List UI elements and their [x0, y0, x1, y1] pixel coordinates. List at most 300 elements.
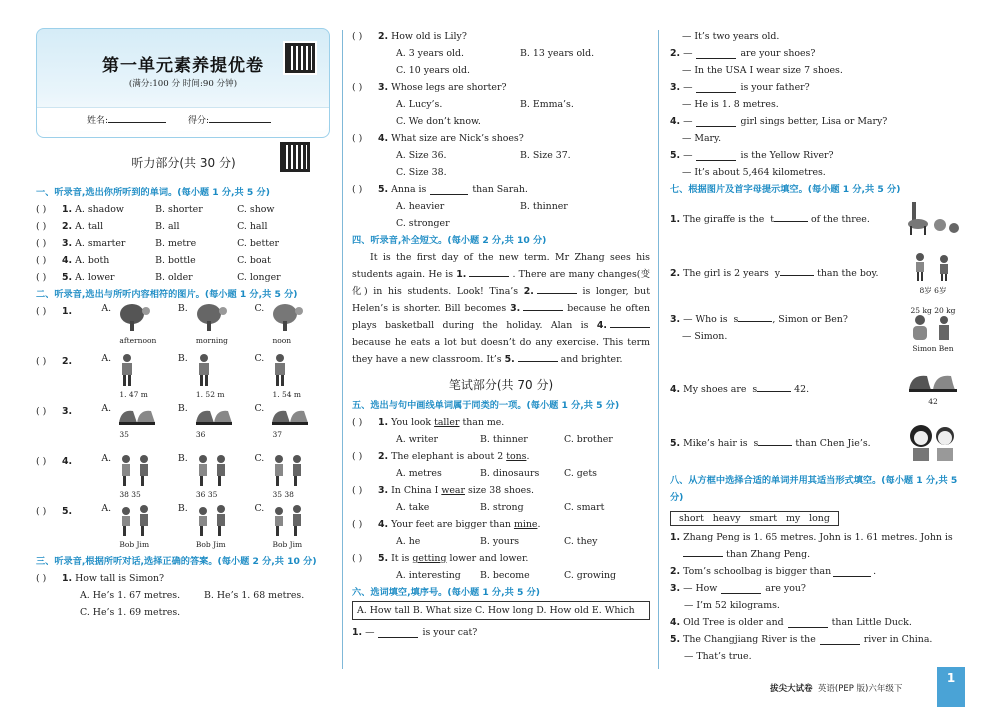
answer-blank[interactable] [780, 266, 814, 276]
answer-line: — Simon. [682, 331, 728, 342]
answer-line: — It’s about 5,464 kilometres. [682, 167, 826, 178]
answer-blank[interactable] [788, 618, 828, 628]
dialog-dash: — [683, 116, 693, 127]
answer-blank[interactable] [696, 117, 736, 127]
people-icon [270, 503, 306, 540]
option-a[interactable]: A. metres [396, 468, 442, 479]
question-row [36, 252, 331, 269]
picture-caption: 36 [195, 430, 206, 439]
tree-icon [117, 303, 151, 336]
question-number: 1. [62, 573, 73, 584]
answer-paren[interactable]: ( ) [36, 221, 47, 232]
question-label [36, 403, 101, 420]
answer-blank[interactable] [683, 547, 723, 557]
sentence-part: than me. [459, 417, 505, 428]
question-text: My shoes are s [683, 384, 758, 395]
passage-text: It is the first day of the new term. Mr Zhang sees his students again. He is [352, 252, 650, 280]
person-icon [270, 353, 290, 390]
option-letter: A. [101, 403, 112, 414]
question-row [352, 414, 650, 431]
question-text: than Sarah. [472, 184, 528, 195]
picture-option[interactable] [101, 303, 178, 345]
answer-line: — Mary. [682, 133, 722, 144]
question-number: 3. [62, 238, 73, 249]
option-b[interactable]: B. yours [480, 536, 520, 547]
answer-paren[interactable]: ( ) [352, 451, 363, 462]
question-number: 3. [378, 82, 389, 93]
answer-blank[interactable] [738, 312, 772, 322]
question-number: 5. [670, 150, 681, 161]
question-row [670, 631, 965, 648]
tree-icon [270, 303, 304, 336]
option-a[interactable]: A. take [396, 502, 430, 513]
question-number: 4. [62, 456, 73, 467]
option-c[interactable]: C. hall [237, 221, 268, 232]
question-row [670, 28, 965, 45]
answer-blank[interactable] [721, 584, 761, 594]
picture-caption: 1. 47 m [119, 390, 148, 399]
question-text: The Changjiang River is the [683, 634, 816, 645]
answer-paren[interactable]: ( ) [36, 356, 47, 367]
column-right [670, 28, 965, 665]
question-row [670, 62, 965, 79]
picture-caption: noon [272, 336, 292, 345]
question-row [670, 252, 965, 306]
question-text: of the three. [808, 214, 870, 225]
question-number: 5. [62, 272, 73, 283]
section-8-title: 八、从方框中选择合适的单词并用其适当形式填空。(每小题 1 分,共 5 分) [670, 475, 958, 503]
option-a[interactable]: A. Size 36. [396, 150, 447, 161]
option-row [352, 215, 650, 232]
picture-option[interactable] [101, 353, 178, 399]
option-c[interactable]: C. gets [564, 468, 597, 479]
picture-option[interactable] [178, 353, 255, 399]
word-box: short heavy smart my long [670, 511, 839, 526]
picture [901, 306, 965, 353]
option-row [352, 113, 650, 130]
question-text: , Simon or Ben? [772, 314, 848, 325]
option-letter: B. [177, 453, 188, 464]
option-letter: B. [177, 403, 188, 414]
question-number: 1. [378, 417, 389, 428]
passage [352, 249, 650, 368]
question-number: 4. [378, 133, 389, 144]
question-row [36, 235, 331, 252]
answer-line: — It’s two years old. [682, 31, 780, 42]
option-c[interactable]: C. brother [564, 434, 613, 445]
animals-icon [904, 198, 962, 239]
question-number: 2. [670, 268, 681, 279]
option-row [352, 567, 650, 584]
question-row [670, 147, 965, 164]
option-a[interactable]: A. smarter [75, 238, 126, 249]
answer-paren[interactable]: ( ) [352, 553, 363, 564]
answer-blank[interactable] [537, 284, 577, 294]
picture-question-row [36, 303, 331, 353]
question-number: 4. [670, 116, 681, 127]
option-letter: C. [254, 353, 265, 364]
question-text-block [670, 368, 809, 395]
option-c[interactable]: C. longer [237, 272, 281, 283]
option-letter: B. [177, 353, 188, 364]
answer-paren[interactable]: ( ) [36, 238, 47, 249]
option-b[interactable]: B. become [480, 570, 530, 581]
question-number: 5. [670, 438, 681, 449]
question-number: 2. [62, 356, 73, 367]
question-text-block [670, 252, 879, 279]
question-row [36, 570, 331, 587]
question-row [670, 306, 965, 368]
score-field[interactable] [188, 113, 271, 126]
picture-option[interactable] [254, 303, 331, 345]
answer-blank[interactable] [518, 352, 558, 362]
answer-paren[interactable]: ( ) [36, 255, 47, 266]
question-row [670, 198, 965, 252]
picture-caption: morning [195, 336, 228, 345]
option-letter: C. [254, 453, 265, 464]
option-a[interactable]: A. He’s 1. 67 metres. [80, 590, 181, 601]
option-c[interactable]: C. stronger [396, 218, 450, 229]
people-icon [194, 453, 230, 490]
sentence-part: It is [391, 553, 413, 564]
children-icon [907, 422, 959, 465]
question-row [352, 482, 650, 499]
sentence-part: In China I [391, 485, 442, 496]
option-b[interactable]: B. dinosaurs [480, 468, 540, 479]
qr-audio[interactable] [280, 144, 289, 170]
picture-option[interactable] [178, 503, 255, 549]
answer-blank[interactable] [696, 151, 736, 161]
option-row [352, 96, 650, 113]
question-row [352, 550, 650, 567]
picture-question-row [36, 353, 331, 403]
picture-option[interactable] [254, 403, 331, 439]
question-text: is your cat? [422, 627, 478, 638]
person-icon [194, 353, 214, 390]
answer-paren[interactable]: ( ) [352, 82, 363, 93]
picture [901, 422, 965, 465]
option-b[interactable]: B. bottle [155, 255, 196, 266]
question-number: 3. [670, 314, 681, 325]
question-number: 1. [670, 532, 681, 543]
question-row [670, 45, 965, 62]
picture-caption: 38 35 [119, 490, 141, 499]
option-c[interactable]: C. better [237, 238, 280, 249]
answer-blank[interactable] [820, 635, 860, 645]
option-b[interactable]: B. all [155, 221, 180, 232]
question-number: 5. [378, 184, 389, 195]
question-label [36, 453, 101, 470]
option-c[interactable]: C. 10 years old. [396, 65, 471, 76]
answer-line: — I’m 52 kilograms. [684, 600, 780, 611]
question-number: 2. [378, 31, 389, 42]
picture-caption: 36 35 [195, 490, 218, 499]
option-a[interactable]: A. writer [396, 434, 439, 445]
question-number: 5. [378, 553, 389, 564]
listening-heading-row [36, 138, 331, 184]
option-a[interactable]: A. tall [75, 221, 104, 232]
question-text: 42. [791, 384, 810, 395]
option-b[interactable]: B. 13 years old. [520, 48, 595, 59]
answer-paren[interactable]: ( ) [36, 204, 47, 215]
question-number: 3. [670, 583, 681, 594]
option-c[interactable]: C. show [237, 204, 275, 215]
question-label [36, 303, 101, 320]
answer-paren[interactable]: ( ) [352, 31, 363, 42]
blank-number: 4. [596, 320, 607, 331]
section-3-continued [352, 28, 650, 232]
option-letter: C. [254, 303, 265, 314]
answer-paren[interactable]: ( ) [36, 573, 47, 584]
sentence-part: Your feet are bigger than [391, 519, 514, 530]
question-row [352, 130, 650, 147]
footer-subject: 英语(PEP 版)六年级下 [817, 684, 903, 694]
option-letter: A. [101, 303, 112, 314]
answer-paren[interactable]: ( ) [36, 272, 47, 283]
option-b[interactable]: B. He’s 1. 68 metres. [204, 590, 305, 601]
section-2-title: 二、听录音,选出与所听内容相符的图片。(每小题 1 分,共 5 分) [36, 289, 298, 300]
section-6-title: 六、选词填空,填序号。(每小题 1 分,共 5 分) [352, 587, 540, 598]
question-number: 3. [670, 82, 681, 93]
shoes-icon [117, 403, 157, 430]
dialog-dash: — [683, 150, 693, 161]
question-text: Tom’s schoolbag is bigger than [683, 566, 832, 577]
option-b[interactable]: B. strong [480, 502, 524, 513]
sentence-part: . [526, 451, 530, 462]
picture-option[interactable] [254, 453, 331, 499]
answer-paren[interactable]: ( ) [36, 456, 47, 467]
picture-caption: Simon Ben [912, 344, 954, 353]
picture-caption: 35 38 [272, 490, 294, 499]
answer-blank[interactable] [378, 628, 418, 638]
picture-option[interactable] [101, 403, 178, 439]
question-text: Anna is [391, 184, 427, 195]
option-row [352, 499, 650, 516]
sentence-part: size 38 shoes. [464, 485, 534, 496]
written-part-title: 笔试部分(共 70 分) [448, 378, 554, 392]
sentence-part: . [537, 519, 541, 530]
answer-line: — That’s true. [684, 651, 752, 662]
picture-option[interactable] [254, 353, 331, 399]
option-row [352, 45, 650, 62]
answer-blank[interactable] [469, 267, 509, 277]
question-row [670, 79, 965, 96]
answer-paren[interactable]: ( ) [36, 406, 47, 417]
section-7-title: 七、根据图片及首字母提示填空。(每小题 1 分,共 5 分) [670, 184, 901, 195]
children-icon [908, 315, 958, 344]
answer-paren[interactable]: ( ) [352, 519, 363, 530]
answer-blank[interactable] [757, 382, 791, 392]
option-b[interactable]: B. thinner [480, 434, 528, 445]
answer-paren[interactable]: ( ) [36, 506, 47, 517]
option-row [352, 62, 650, 79]
question-number: 2. [670, 48, 681, 59]
picture-option[interactable] [178, 303, 255, 345]
question-text: than Zhang Peng. [726, 549, 811, 560]
shoes-icon [270, 403, 310, 430]
blank-number: 5. [504, 354, 515, 365]
question-row [36, 218, 331, 235]
sentence-part: The elephant is about 2 [391, 451, 507, 462]
answer-blank[interactable] [523, 301, 563, 311]
answer-blank[interactable] [696, 49, 736, 59]
question-text-block [670, 198, 870, 225]
question-row [670, 96, 965, 113]
section-7-list [670, 198, 965, 472]
option-b[interactable]: B. Size 37. [520, 150, 571, 161]
person-icon [117, 353, 137, 390]
option-row [36, 604, 331, 621]
qr-code-icon[interactable] [280, 142, 310, 172]
paper-header [36, 28, 330, 138]
question-text: Zhang Peng is 1. 65 metres. John is 1. 61 metres. John is [683, 532, 953, 543]
picture [901, 252, 965, 296]
underlined-word: taller [434, 417, 460, 428]
name-field[interactable] [87, 113, 166, 126]
question-row [670, 130, 965, 147]
question-text: is the Yellow River? [740, 150, 834, 161]
question-text [391, 553, 528, 564]
option-a[interactable]: A. he [396, 536, 421, 547]
question-number: 4. [670, 384, 681, 395]
answer-blank[interactable] [696, 83, 736, 93]
column-middle [352, 28, 650, 641]
option-b[interactable]: B. older [155, 272, 193, 283]
question-row [670, 368, 965, 422]
answer-blank[interactable] [833, 567, 871, 577]
shoes-icon [907, 368, 959, 397]
question-number: 4. [62, 255, 73, 266]
question-row [670, 529, 965, 563]
answer-blank[interactable] [430, 185, 468, 195]
passage-text: because he eats a lot but doesn’t do any exercise. This term they have a new classroom. It’s [352, 337, 650, 365]
question-row [352, 79, 650, 96]
option-a[interactable]: A. Lucy’s. [396, 99, 443, 110]
option-a[interactable]: A. interesting [396, 570, 461, 581]
word-choice-box: A. How tall B. What size C. How long D. How old E. Which [352, 601, 650, 620]
passage-text: because he often plays basketball during the holiday. Alan is [352, 303, 651, 331]
page-number: 1 [937, 667, 965, 707]
question-text: The giraffe is the t [683, 214, 775, 225]
footer [770, 682, 902, 694]
underlined-word: wear [441, 485, 465, 496]
option-c[interactable]: C. We don’t know. [396, 116, 481, 127]
option-c[interactable]: C. He’s 1. 69 metres. [80, 607, 181, 618]
option-a[interactable]: A. both [75, 255, 110, 266]
option-a[interactable]: A. lower [75, 272, 115, 283]
tree-icon [194, 303, 228, 336]
section-5-title: 五、选出与句中画线单词属于同类的一项。(每小题 1 分,共 5 分) [352, 400, 620, 411]
option-c[interactable]: C. boat [237, 255, 271, 266]
question-number: 1. [670, 214, 681, 225]
option-letter: B. [177, 503, 188, 514]
answer-blank[interactable] [610, 318, 650, 328]
option-c[interactable]: C. smart [564, 502, 605, 513]
question-number: 3. [378, 485, 389, 496]
question-text: Whose legs are shorter? [391, 82, 507, 93]
passage-text: is longer, but Helen’s is shorter. Bill becomes [352, 286, 650, 314]
option-b[interactable]: B. Emma’s. [520, 99, 574, 110]
section-2-list [36, 303, 331, 553]
picture-option[interactable] [254, 503, 331, 549]
question-text [391, 417, 504, 428]
question-row [352, 448, 650, 465]
option-b[interactable]: B. thinner [520, 201, 568, 212]
picture-question-row [36, 403, 331, 453]
picture-caption: 42 [928, 397, 938, 406]
picture-caption: afternoon [119, 336, 157, 345]
answer-paren[interactable]: ( ) [36, 306, 47, 317]
question-text: river in China. [863, 634, 933, 645]
question-row [352, 516, 650, 533]
picture-option[interactable] [178, 453, 255, 499]
question-number: 2. [378, 451, 389, 462]
answer-blank[interactable] [758, 436, 792, 446]
question-text: are you? [765, 583, 806, 594]
page-title: 第一单元素养提优卷 [102, 56, 264, 76]
dialog-dash: — [365, 627, 375, 638]
passage-text: and brighter. [557, 354, 623, 365]
option-c[interactable]: C. growing [564, 570, 616, 581]
option-letter: A. [101, 453, 112, 464]
option-row [352, 533, 650, 550]
option-a[interactable]: A. 3 years old. [396, 48, 465, 59]
answer-paren[interactable]: ( ) [352, 133, 363, 144]
question-row [670, 580, 965, 597]
picture-option[interactable] [101, 453, 178, 499]
picture-option[interactable] [101, 503, 178, 549]
question-number: 1. [352, 627, 363, 638]
question-number: 5. [62, 506, 73, 517]
qr-video[interactable] [285, 45, 294, 71]
section-6-continued [670, 28, 965, 181]
option-letter: A. [101, 353, 112, 364]
question-text [391, 451, 529, 462]
listening-part-title: 听力部分(共 30 分) [131, 156, 236, 170]
answer-paren[interactable]: ( ) [352, 485, 363, 496]
question-number: 4. [670, 617, 681, 628]
picture-caption: 1. 52 m [195, 390, 225, 399]
question-number: 2. [62, 221, 73, 232]
answer-paren[interactable]: ( ) [352, 184, 363, 195]
question-number: 2. [670, 566, 681, 577]
question-text: than Chen Jie’s. [792, 438, 871, 449]
picture [901, 198, 965, 239]
option-a[interactable]: A. heavier [396, 201, 445, 212]
sentence-part: lower and lower. [446, 553, 529, 564]
question-text: The girl is 2 years y [683, 268, 781, 279]
blank-number: 2. [523, 286, 534, 297]
question-number: 3. [62, 406, 73, 417]
section-5-list [352, 414, 650, 584]
option-b[interactable]: B. metre [155, 238, 197, 249]
option-c[interactable]: C. Size 38. [396, 167, 447, 178]
question-text-block [670, 306, 848, 342]
section-4-title: 四、听录音,补全短文。(每小题 2 分,共 10 分) [352, 235, 547, 246]
qr-code-icon[interactable] [285, 43, 315, 73]
answer-paren[interactable]: ( ) [352, 417, 363, 428]
picture-option[interactable] [178, 403, 255, 439]
question-row [670, 164, 965, 181]
picture-caption: 1. 54 m [272, 390, 302, 399]
question-text: — How [683, 583, 718, 594]
option-b[interactable]: B. shorter [155, 204, 203, 215]
option-a[interactable]: A. shadow [75, 204, 124, 215]
option-letter: A. [101, 503, 112, 514]
answer-blank[interactable] [774, 212, 808, 222]
option-c[interactable]: C. they [564, 536, 598, 547]
dialog-dash: — [683, 48, 693, 59]
